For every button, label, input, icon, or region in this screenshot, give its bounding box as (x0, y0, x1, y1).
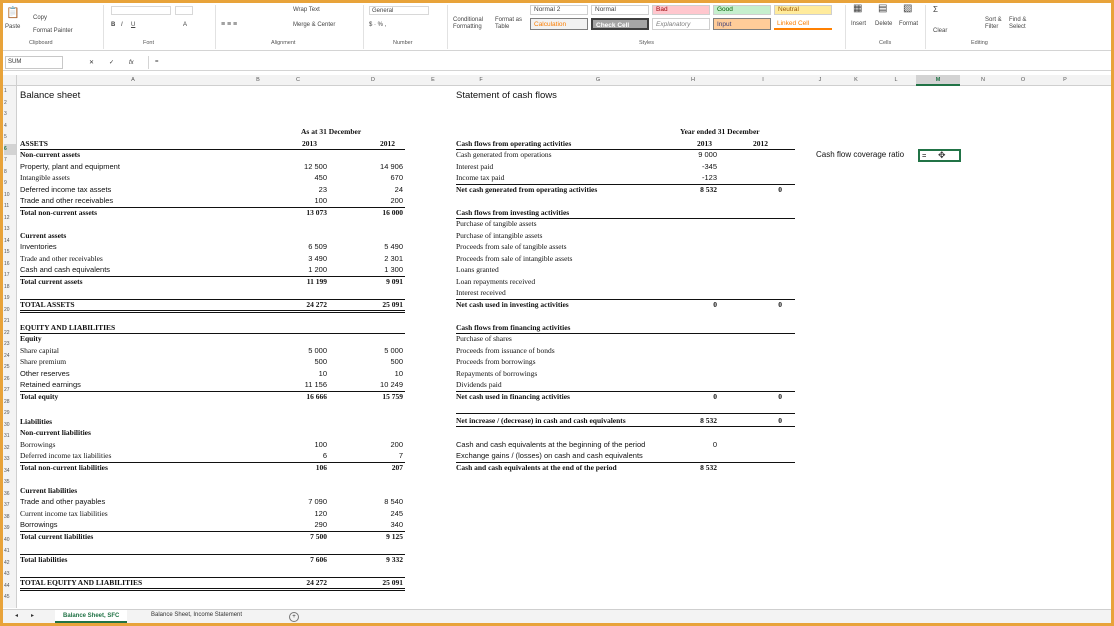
style-check-cell[interactable]: Check Cell (591, 18, 649, 30)
bs-label: Retained earnings (20, 380, 81, 389)
style-normal2[interactable]: Normal 2 (530, 5, 588, 15)
bs-value: 23 (318, 184, 327, 194)
cf-value: 0 (712, 439, 717, 449)
column-header[interactable]: D (371, 77, 375, 83)
cf-label: Loan repayments received (456, 276, 536, 286)
cf-label: Interest paid (456, 161, 494, 171)
bs-label: Cash and cash equivalents (20, 265, 111, 274)
row-header[interactable]: 20 (4, 306, 10, 313)
double-underline (20, 588, 405, 591)
bs-label: Current income tax liabilities (20, 508, 108, 518)
style-normal[interactable]: Normal (591, 5, 649, 15)
row-header[interactable]: 43 (4, 571, 10, 577)
bs-label: Trade and other receivables (20, 253, 103, 263)
row-header[interactable]: 24 (4, 352, 10, 359)
double-underline (20, 310, 405, 313)
row-header[interactable]: 28 (4, 398, 10, 405)
bs-value: 10 249 (380, 380, 403, 389)
number-format-select[interactable]: General (369, 6, 429, 15)
column-headers (3, 75, 1111, 86)
editing-group-label: Editing (971, 40, 988, 46)
row-header[interactable]: 12 (4, 214, 10, 221)
bs-value: 450 (314, 173, 327, 182)
cf-total-value: 8 532 (700, 184, 717, 194)
balance-sheet-title: Balance sheet (20, 90, 81, 101)
tab-scroll-left-icon[interactable]: ◂ (15, 613, 19, 619)
merge-center-button[interactable]: Merge & Center (293, 22, 336, 28)
non-current-assets-heading: Non-current assets (20, 150, 81, 159)
select-all-corner[interactable] (3, 75, 17, 86)
wrap-text-button[interactable]: Wrap Text (293, 7, 320, 13)
cf-total-label: Net cash used in investing activities (456, 299, 569, 309)
group-divider (363, 5, 364, 49)
tab-balance-sheet-sfc[interactable]: Balance Sheet, SFC (55, 610, 127, 623)
bs-label: Borrowings (20, 520, 58, 529)
find-select-button[interactable]: Find & Select (1009, 17, 1027, 30)
row-header[interactable]: 5 (4, 134, 7, 140)
cf-label: Purchase of intangible assets (456, 230, 543, 240)
cf-value: -345 (701, 161, 717, 171)
sheet-tabs-bar (3, 609, 1111, 623)
row-header[interactable]: 2 (4, 99, 7, 106)
bs-total-value: 16 000 (382, 207, 403, 217)
row-header[interactable]: 44 (4, 582, 10, 589)
subtotal-line (456, 413, 795, 414)
column-header[interactable]: B (256, 77, 260, 83)
row-header[interactable]: 21 (4, 318, 10, 324)
cf-section-heading: Cash flows from financing activities (456, 323, 571, 332)
ncl-heading: Non-current liabilities (20, 428, 91, 437)
style-calculation[interactable]: Calculation (530, 18, 588, 30)
current-assets-heading: Current assets (20, 230, 67, 240)
format-painter-button[interactable]: Format Painter (33, 28, 73, 34)
bs-value: 245 (390, 508, 403, 518)
row-header[interactable]: 4 (4, 122, 7, 129)
sort-filter-button[interactable]: Sort & Filter (985, 17, 1002, 30)
cf-label: Loans granted (456, 265, 499, 274)
row-header[interactable]: 39 (4, 525, 10, 531)
bs-value: 5 000 (384, 345, 403, 355)
row-header[interactable]: 25 (4, 364, 10, 370)
row-header[interactable]: 7 (4, 157, 7, 163)
style-good[interactable]: Good (713, 5, 771, 15)
style-input[interactable]: Input (713, 18, 771, 30)
bs-value: 11 156 (304, 380, 327, 389)
column-header[interactable]: H (691, 77, 695, 83)
subtotal-line (456, 426, 795, 427)
subtotal-line (20, 554, 405, 555)
bs-value: 24 (394, 184, 403, 194)
bs-value: 6 (322, 451, 327, 460)
total-eq-liab-label: TOTAL EQUITY AND LIABILITIES (20, 577, 143, 587)
bs-value: 1 200 (308, 265, 327, 274)
total-assets-value: 24 272 (306, 299, 327, 309)
column-header[interactable]: L (894, 77, 898, 83)
bs-period-header: As at 31 December (301, 127, 362, 136)
row-header[interactable]: 42 (4, 559, 10, 566)
bs-label: Share capital (20, 345, 59, 355)
clipboard-group-label: Clipboard (29, 40, 53, 46)
column-header[interactable]: E (431, 77, 435, 83)
bs-value: 5 490 (384, 242, 403, 251)
add-sheet-icon[interactable]: + (289, 612, 299, 622)
bs-total-label: Total current liabilities (20, 531, 94, 541)
styles-group-label: Styles (639, 40, 654, 46)
row-header[interactable]: 26 (4, 375, 10, 382)
bs-total-value: 11 199 (306, 276, 327, 286)
bs-total-value: 9 332 (386, 554, 403, 564)
cf-label: Proceeds from sale of tangible assets (456, 242, 567, 251)
subtotal-line (20, 391, 405, 392)
equity-liabilities-heading: EQUITY AND LIABILITIES (20, 323, 116, 332)
column-header[interactable]: P (1063, 77, 1067, 83)
cf-total-value: 0 (778, 184, 782, 194)
format-as-table-button[interactable]: Format as Table (495, 17, 523, 30)
bs-value: 340 (390, 520, 403, 529)
row-header[interactable]: 30 (4, 421, 10, 428)
insert-button[interactable]: Insert (851, 21, 867, 27)
column-header-selected[interactable]: M (916, 75, 960, 86)
cells-group-label: Cells (879, 40, 892, 46)
autosum-icon[interactable]: Σ (933, 5, 938, 14)
column-header[interactable]: O (1020, 77, 1026, 83)
cf-label: Interest received (456, 288, 506, 297)
bs-total-value: 106 (315, 462, 327, 472)
bs-value: 3 490 (308, 253, 327, 263)
bs-value: 10 (394, 368, 403, 378)
bs-total-value: 13 073 (306, 207, 327, 217)
header-line (20, 333, 405, 334)
cf-total-label: Cash and cash equivalents at the end of the period (456, 462, 617, 472)
column-header[interactable]: N (981, 77, 985, 83)
row-header[interactable]: 41 (4, 548, 10, 554)
bs-total-value: 9 125 (386, 531, 403, 541)
row-header[interactable]: 14 (4, 237, 10, 244)
row-header[interactable]: 37 (4, 502, 10, 508)
cf-label: Income tax paid (456, 173, 505, 182)
cf-section-heading: Cash flows from investing activities (456, 207, 570, 217)
format-button[interactable]: Format (899, 21, 919, 27)
row-header[interactable]: 8 (4, 168, 7, 175)
active-cell-input[interactable]: = (918, 149, 961, 162)
bs-value: 500 (314, 357, 327, 366)
bs-value: 2 301 (384, 253, 403, 263)
cf-total-value: 8 532 (700, 415, 717, 425)
cf-total-value: 0 (713, 391, 717, 401)
assets-heading: ASSETS (20, 139, 48, 148)
cash-flow-title: Statement of cash flows (456, 90, 557, 101)
conditional-formatting-button[interactable]: Conditional Formatting (453, 17, 484, 30)
style-explanatory[interactable]: Explanatory (652, 18, 710, 30)
cf-label: Dividends paid (456, 380, 502, 389)
bs-total-value: 15 759 (382, 391, 403, 401)
bs-value: 5 000 (308, 345, 327, 355)
copy-button[interactable]: Copy (33, 15, 48, 21)
bold-button[interactable]: B (111, 22, 116, 28)
cf-label: Purchase of tangible assets (456, 219, 537, 228)
bs-value: 200 (390, 196, 403, 205)
group-divider (845, 5, 846, 49)
bs-year2: 2012 (380, 139, 395, 148)
name-box[interactable]: SUM (5, 56, 63, 69)
total-assets-label: TOTAL ASSETS (20, 299, 75, 309)
row-header[interactable]: 32 (4, 444, 10, 451)
bs-total-label: Total equity (20, 391, 59, 401)
cf-label: Exchange gains / (losses) on cash and cash equivalents (456, 451, 643, 460)
cf-total-value: 8 532 (700, 462, 717, 472)
group-divider (925, 5, 926, 49)
row-header[interactable]: 11 (4, 203, 10, 209)
cf-total-value: 0 (778, 415, 782, 425)
bs-total-label: Total non-current liabilities (20, 462, 108, 472)
cf-total-value: 0 (778, 299, 782, 309)
formula-bar (3, 55, 1111, 71)
bs-value: 10 (318, 368, 327, 378)
row-header[interactable]: 3 (4, 111, 7, 117)
row-header[interactable]: 36 (4, 490, 10, 497)
row-header-selected[interactable]: 6 (4, 144, 16, 155)
total-assets-value: 25 091 (382, 299, 403, 309)
row-header[interactable]: 19 (4, 295, 10, 301)
cf-year1: 2013 (697, 139, 712, 148)
insert-cells-icon[interactable]: ▦ (853, 3, 863, 14)
excel-window (3, 3, 1111, 623)
bs-value: 7 (398, 451, 403, 460)
font-size-select[interactable] (175, 6, 193, 15)
row-header[interactable]: 10 (4, 191, 10, 198)
column-header[interactable]: I (762, 77, 764, 83)
row-header[interactable]: 31 (4, 433, 10, 439)
column-header[interactable]: G (595, 77, 601, 83)
row-header[interactable]: 38 (4, 513, 10, 520)
fx-icon[interactable]: fx (129, 60, 134, 66)
total-eq-liab-value: 25 091 (382, 577, 403, 587)
bs-total-value: 9 091 (386, 276, 403, 286)
column-header[interactable]: F (479, 77, 483, 83)
row-header[interactable]: 16 (4, 260, 10, 267)
row-header[interactable]: 9 (4, 180, 7, 186)
bs-value: 500 (390, 357, 403, 366)
cancel-formula-icon[interactable]: ✕ (89, 60, 95, 66)
bs-year1: 2013 (302, 139, 317, 148)
bs-total-value: 207 (391, 462, 403, 472)
cf-total-value: 0 (713, 299, 717, 309)
cl-heading: Current liabilities (20, 485, 78, 495)
font-group-label: Font (143, 40, 155, 46)
delete-cells-icon[interactable]: ▤ (878, 3, 888, 14)
currency-percent-buttons[interactable]: $ · % , (369, 22, 387, 28)
group-divider (103, 5, 104, 49)
bs-total-label: Total non-current assets (20, 207, 98, 217)
font-name-select[interactable] (111, 6, 171, 15)
bs-value: 290 (314, 520, 327, 529)
format-cells-icon[interactable]: ▧ (903, 3, 913, 14)
cf-value: 9 000 (698, 150, 717, 159)
column-header[interactable]: K (854, 77, 858, 83)
style-neutral[interactable]: Neutral (774, 5, 832, 15)
bs-label: Inventories (20, 242, 57, 251)
bs-value: 1 300 (384, 265, 403, 274)
group-divider (447, 5, 448, 49)
cf-value: -123 (701, 173, 717, 182)
cf-total-label: Net cash used in financing activities (456, 391, 570, 401)
tab-scroll-right-icon[interactable]: ▸ (31, 613, 35, 619)
cf-total-label: Net cash generated from operating activities (456, 184, 598, 194)
column-header[interactable]: C (296, 77, 300, 83)
formula-input[interactable]: = (148, 56, 1108, 69)
row-header[interactable]: 29 (4, 410, 10, 416)
ribbon (3, 3, 1111, 51)
row-header[interactable]: 23 (4, 341, 10, 347)
bs-total-label: Total current assets (20, 276, 83, 286)
enter-formula-icon[interactable]: ✓ (109, 60, 115, 66)
cf-year2: 2012 (753, 139, 768, 148)
row-header[interactable]: 40 (4, 536, 10, 543)
cf-label: Purchase of shares (456, 334, 512, 343)
style-linked-cell[interactable]: Linked Cell (774, 18, 832, 30)
bs-value: 7 090 (308, 497, 327, 506)
italic-button[interactable]: I (121, 22, 123, 28)
clear-button[interactable]: Clear (933, 28, 948, 34)
bs-label: Property, plant and equipment (20, 161, 120, 171)
number-group-label: Number (393, 40, 413, 46)
bs-label: Intangible assets (20, 173, 70, 182)
bs-label: Deferred income tax liabilities (20, 451, 112, 460)
bs-value: 670 (390, 173, 403, 182)
liabilities-heading: Liabilities (20, 416, 53, 426)
alignment-group-label: Alignment (271, 40, 296, 46)
row-header[interactable]: 27 (4, 387, 10, 393)
bs-value: 12 500 (304, 161, 327, 171)
worksheet-grid[interactable] (17, 86, 1111, 608)
cf-period-header: Year ended 31 December (680, 127, 760, 136)
row-headers (3, 86, 17, 608)
cf-label: Proceeds from sale of intangible assets (456, 253, 573, 263)
paste-icon[interactable]: 📋 (6, 7, 20, 19)
cursor-icon: ✥ (938, 150, 946, 160)
bs-value: 100 (314, 439, 327, 449)
bs-total-value: 7 606 (310, 554, 327, 564)
style-bad[interactable]: Bad (652, 5, 710, 15)
group-divider (215, 5, 216, 49)
cf-label: Cash generated from operations (456, 150, 552, 159)
row-header[interactable]: 18 (4, 283, 10, 290)
column-header[interactable]: J (818, 77, 822, 83)
delete-button[interactable]: Delete (875, 21, 893, 27)
bs-value: 200 (390, 439, 403, 449)
row-header[interactable]: 34 (4, 467, 10, 474)
ratio-label: Cash flow coverage ratio (816, 150, 905, 159)
bs-value: 100 (314, 196, 327, 205)
bs-label: Other reserves (20, 368, 70, 378)
tab-balance-sheet-income-statement[interactable]: Balance Sheet, Income Statement (151, 612, 243, 618)
cf-section-heading: Cash flows from operating activities (456, 139, 572, 148)
equity-heading: Equity (20, 334, 42, 343)
bs-total-value: 7 500 (310, 531, 327, 541)
column-header[interactable]: A (131, 77, 135, 83)
bs-value: 14 906 (380, 161, 403, 171)
row-header[interactable]: 35 (4, 479, 10, 485)
align-buttons[interactable]: ≡ ≡ ≡ (221, 21, 238, 28)
row-header[interactable]: 17 (4, 272, 10, 278)
bs-value: 120 (314, 508, 327, 518)
subtotal-line (20, 299, 405, 300)
bs-total-label: Total liabilities (20, 554, 68, 564)
bs-label: Trade and other payables (20, 497, 106, 506)
paste-button[interactable]: Paste (5, 24, 21, 30)
bs-value: 8 540 (384, 497, 403, 506)
total-eq-liab-value: 24 272 (306, 577, 327, 587)
row-header[interactable]: 22 (4, 329, 10, 336)
bs-total-value: 16 666 (306, 391, 327, 401)
cf-label: Proceeds from borrowings (456, 357, 536, 366)
row-header[interactable]: 1 (4, 88, 7, 94)
bs-label: Borrowings (20, 439, 56, 449)
cf-label: Proceeds from issuance of bonds (456, 345, 555, 355)
bs-value: 6 509 (308, 242, 327, 251)
cf-total-label: Net increase / (decrease) in cash and cash equivalents (456, 415, 626, 425)
row-header[interactable]: 15 (4, 249, 10, 255)
cf-label: Repayments of borrowings (456, 368, 538, 378)
font-color-button[interactable]: A (183, 22, 188, 28)
row-header[interactable]: 33 (4, 456, 10, 462)
bs-label: Trade and other receivables (20, 196, 114, 205)
cf-label: Cash and cash equivalents at the beginning of the period (456, 439, 646, 449)
cf-total-value: 0 (778, 391, 782, 401)
bs-label: Deferred income tax assets (20, 184, 112, 194)
bs-label: Share premium (20, 357, 67, 366)
underline-button[interactable]: U (131, 22, 136, 28)
row-header[interactable]: 45 (4, 594, 10, 600)
row-header[interactable]: 13 (4, 226, 10, 232)
